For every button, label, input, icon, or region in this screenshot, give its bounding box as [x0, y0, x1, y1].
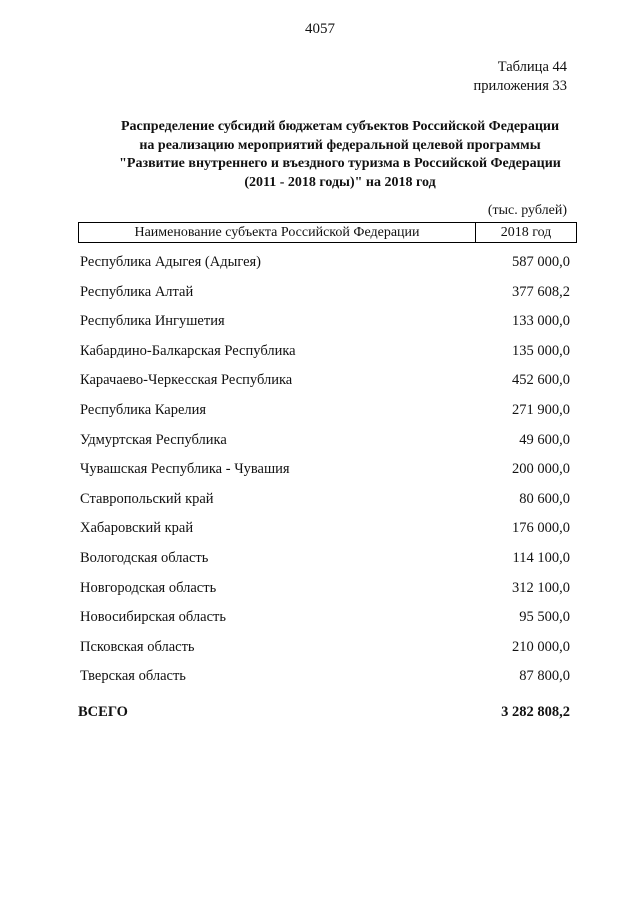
appendix-reference	[474, 58, 567, 96]
table-row	[80, 284, 570, 314]
row-name: Удмуртская Республика	[80, 431, 227, 448]
row-value: 49 600,0	[519, 431, 570, 448]
table-row	[80, 432, 570, 462]
title-line-2: на реализацию мероприятий федеральной целевой программы	[139, 137, 541, 153]
row-value: 176 000,0	[512, 520, 570, 537]
row-value: 87 800,0	[519, 668, 570, 685]
table-row	[80, 580, 570, 610]
page-number: 4057	[305, 21, 335, 37]
table-header	[78, 222, 577, 243]
row-name: Кабардино-Балкарская Республика	[80, 342, 296, 359]
row-name: Республика Адыгея (Адыгея)	[80, 254, 262, 270]
units-note: (тыс. рублей)	[487, 203, 567, 218]
table-row	[80, 491, 570, 521]
row-name: Республика Алтай	[80, 283, 194, 300]
row-name: Новгородская область	[80, 579, 217, 596]
row-value: 210 000,0	[512, 638, 570, 655]
table-body	[80, 254, 570, 698]
total-row	[78, 704, 570, 721]
table-row	[80, 461, 570, 491]
document-title	[60, 118, 620, 192]
total-value: 3 282 808,2	[501, 704, 570, 720]
table-row	[80, 668, 570, 698]
row-value: 95 500,0	[519, 609, 570, 626]
column-header-year: 2018 год	[476, 223, 577, 243]
row-value: 80 600,0	[519, 490, 570, 507]
total-label: ВСЕГО	[78, 704, 128, 720]
title-line-4: (2011 - 2018 годы)" на 2018 год	[244, 174, 436, 190]
table-number: Таблица 44	[497, 59, 567, 75]
row-value: 200 000,0	[512, 461, 570, 478]
table-row	[80, 520, 570, 550]
row-name: Тверская область	[80, 668, 186, 685]
row-value: 114 100,0	[512, 549, 570, 566]
table-row	[80, 609, 570, 639]
row-value: 452 600,0	[512, 372, 570, 389]
row-name: Хабаровский край	[80, 520, 194, 537]
appendix-number: приложения 33	[473, 78, 567, 94]
table-row	[80, 639, 570, 669]
row-name: Карачаево-Черкесская Республика	[80, 372, 293, 389]
title-line-3: "Развитие внутреннего и въездного туризма в Российской Федерации	[119, 156, 561, 171]
row-name: Псковская область	[80, 638, 195, 655]
row-name: Ставропольский край	[80, 490, 214, 507]
table-row	[80, 254, 570, 284]
row-name: Республика Ингушетия	[80, 313, 225, 330]
row-name: Республика Карелия	[80, 401, 207, 418]
title-line-1: Распределение субсидий бюджетам субъектов Российской Федерации	[120, 119, 560, 134]
table-row	[80, 372, 570, 402]
row-value: 312 100,0	[512, 579, 570, 596]
row-value: 377 608,2	[512, 283, 570, 300]
row-name: Чувашская Республика - Чувашия	[80, 461, 290, 478]
column-header-name: Наименование субъекта Российской Федерации	[79, 223, 476, 243]
row-name: Новосибирская область	[80, 609, 226, 626]
row-value: 135 000,0	[512, 342, 570, 359]
row-value: 271 900,0	[512, 401, 570, 418]
row-name: Вологодская область	[80, 549, 209, 566]
table-row	[80, 313, 570, 343]
table-row	[80, 402, 570, 432]
row-value: 133 000,0	[512, 313, 570, 330]
table-row	[80, 343, 570, 373]
row-value: 587 000,0	[512, 254, 570, 270]
table-row	[80, 550, 570, 580]
